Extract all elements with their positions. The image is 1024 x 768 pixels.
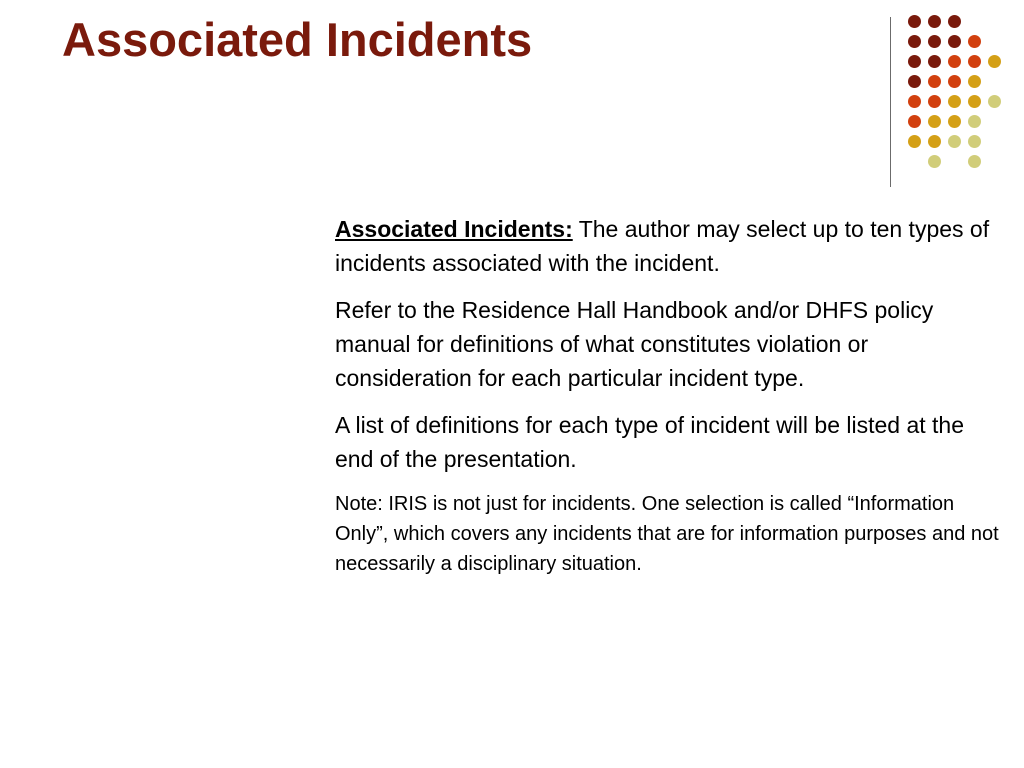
decorative-dot (948, 55, 961, 68)
decorative-dot (908, 135, 921, 148)
decorative-dot (968, 55, 981, 68)
decorative-dot (968, 115, 981, 128)
decorative-dot (968, 95, 981, 108)
decorative-dot (928, 15, 941, 28)
decorative-dot (988, 55, 1001, 68)
decorative-dot (928, 135, 941, 148)
decorative-dot (908, 35, 921, 48)
decorative-dot (928, 75, 941, 88)
decorative-dot (948, 95, 961, 108)
decorative-dot (908, 95, 921, 108)
decorative-dot (928, 155, 941, 168)
decorative-dot (968, 35, 981, 48)
decorative-dot (908, 55, 921, 68)
decorative-dot (968, 135, 981, 148)
paragraph-note: Note: IRIS is not just for incidents. One selection is called “Information Only”, which covers any incidents that are for information purposes and not necessarily a disciplinary situation. (335, 493, 999, 575)
decorative-dot (948, 75, 961, 88)
paragraph-text: The author may select up to ten types of incidents associated with the incident. (335, 216, 990, 276)
term-associated-incidents: Associated Incidents: (335, 216, 573, 242)
decorative-dot (908, 15, 921, 28)
decorative-dot (928, 115, 941, 128)
slide-title: Associated Incidents (62, 13, 533, 66)
decorative-dot (908, 115, 921, 128)
decorative-dot (988, 95, 1001, 108)
decorative-dot (948, 135, 961, 148)
slide-body (335, 212, 1007, 579)
decorative-dot (928, 35, 941, 48)
decorative-dot (928, 55, 941, 68)
decorative-dot (968, 75, 981, 88)
decorative-dot (908, 75, 921, 88)
decorative-dot-grid (908, 15, 1008, 165)
decorative-dot (948, 15, 961, 28)
paragraph-associated-incidents (335, 212, 1007, 280)
decorative-dot (968, 155, 981, 168)
decorative-dot (948, 35, 961, 48)
paragraph-definitions-list: A list of definitions for each type of incident will be listed at the end of the presentation. (335, 412, 965, 472)
paragraph-handbook-reference: Refer to the Residence Hall Handbook and/or DHFS policy manual for definitions of what constitutes violation or consideration for each particular incident type. (335, 297, 934, 391)
decorative-dot (948, 115, 961, 128)
decorative-dot (928, 95, 941, 108)
title-divider (890, 17, 891, 187)
